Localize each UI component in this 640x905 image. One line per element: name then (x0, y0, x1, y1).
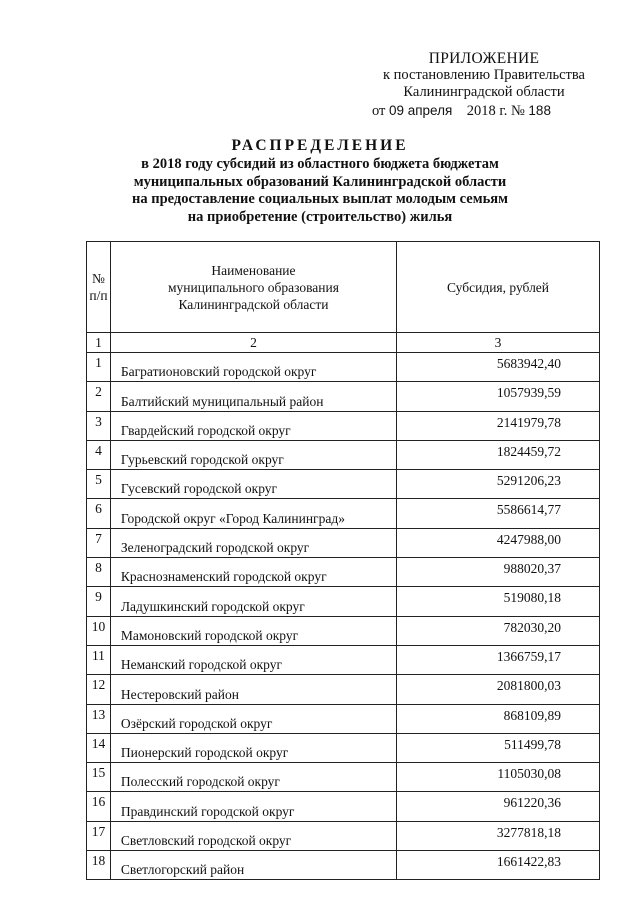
row-amount: 1057939,59 (397, 382, 600, 411)
row-number: 5 (87, 470, 111, 499)
row-amount: 5683942,40 (397, 353, 600, 382)
date-year: 2018 (466, 103, 496, 119)
row-amount: 5586614,77 (397, 499, 600, 528)
row-municipality: Зеленоградский городской округ (110, 528, 396, 557)
row-number: 6 (87, 499, 111, 528)
row-municipality: Мамоновский городской округ (110, 616, 396, 645)
row-number: 9 (87, 587, 111, 616)
column-number-1: 1 (87, 333, 111, 353)
row-municipality: Багратионовский городской округ (110, 353, 396, 382)
appendix-block (364, 50, 604, 120)
title-line-3: на предоставление социальных выплат молодым семьям (131, 191, 509, 208)
header-name-line-3: Калининградской области (178, 296, 329, 312)
row-municipality: Полесский городской округ (110, 763, 396, 792)
row-municipality: Краснознаменский городской округ (110, 558, 396, 587)
row-number: 13 (87, 704, 111, 733)
header-number-pp: п/п (89, 288, 108, 303)
row-amount: 961220,36 (397, 792, 600, 821)
row-amount: 2141979,78 (397, 411, 600, 440)
row-amount: 988020,37 (397, 558, 600, 587)
date-prefix: от (372, 103, 386, 119)
number-sign: № (510, 103, 525, 119)
row-amount: 782030,20 (397, 616, 600, 645)
row-amount: 1105030,08 (397, 763, 600, 792)
row-number: 2 (87, 382, 111, 411)
table-row (87, 704, 600, 733)
header-name-line-1: Наименование (211, 262, 296, 278)
row-municipality: Гурьевский городской округ (110, 440, 396, 469)
table-row (87, 587, 600, 616)
header-number (87, 242, 111, 333)
row-municipality: Балтийский муниципальный район (110, 382, 396, 411)
row-municipality: Пионерский городской округ (110, 733, 396, 762)
appendix-line-2: Калининградской области (403, 84, 565, 100)
table-row (87, 353, 600, 382)
row-number: 11 (87, 645, 111, 674)
row-number: 4 (87, 440, 111, 469)
table-row (87, 821, 600, 850)
row-number: 7 (87, 528, 111, 557)
date-month: апреля (407, 103, 453, 118)
row-amount: 2081800,03 (397, 675, 600, 704)
header-subsidy: Субсидия, рублей (397, 242, 600, 333)
column-number-3: 3 (397, 333, 600, 353)
row-municipality: Нестеровский район (110, 675, 396, 704)
row-number: 16 (87, 792, 111, 821)
row-number: 15 (87, 763, 111, 792)
table-row (87, 558, 600, 587)
title-line-4: на приобретение (строительство) жилья (187, 208, 453, 225)
row-number: 17 (87, 821, 111, 850)
document-title (85, 137, 555, 226)
date-year-suffix: г. (499, 103, 508, 119)
column-number-2: 2 (110, 333, 396, 353)
row-number: 18 (87, 851, 111, 880)
date-day: 09 (389, 103, 405, 118)
row-amount: 1661422,83 (397, 851, 600, 880)
table-row (87, 616, 600, 645)
table-header-row (87, 242, 600, 333)
row-amount: 1824459,72 (397, 440, 600, 469)
row-number: 14 (87, 733, 111, 762)
table-row (87, 499, 600, 528)
row-municipality: Ладушкинский городской округ (110, 587, 396, 616)
row-number: 10 (87, 616, 111, 645)
column-number-row (87, 333, 600, 353)
appendix-title: ПРИЛОЖЕНИЕ (428, 50, 540, 67)
row-municipality: Городской округ «Город Калининград» (110, 499, 396, 528)
title-line-1: в 2018 году субсидий из областного бюджета бюджетам (141, 156, 499, 173)
table-row (87, 440, 600, 469)
row-amount: 1366759,17 (397, 645, 600, 674)
table-row (87, 733, 600, 762)
table-row (87, 411, 600, 440)
row-amount: 868109,89 (397, 704, 600, 733)
document-number: 188 (528, 103, 551, 118)
table-row (87, 382, 600, 411)
title-heading: РАСПРЕДЕЛЕНИЕ (231, 137, 409, 154)
row-amount: 5291206,23 (397, 470, 600, 499)
row-municipality: Правдинский городской округ (110, 792, 396, 821)
row-municipality: Неманский городской округ (110, 645, 396, 674)
row-amount: 4247988,00 (397, 528, 600, 557)
table-row (87, 675, 600, 704)
table-row (87, 470, 600, 499)
row-amount: 511499,78 (397, 733, 600, 762)
row-municipality: Гвардейский городской округ (110, 411, 396, 440)
row-amount: 3277818,18 (397, 821, 600, 850)
row-number: 1 (87, 353, 111, 382)
row-municipality: Озёрский городской округ (110, 704, 396, 733)
table-row (87, 851, 600, 880)
header-name (110, 242, 396, 333)
table-row (87, 763, 600, 792)
appendix-date-line (364, 102, 604, 120)
appendix-line-1: к постановлению Правительства (383, 67, 585, 83)
subsidy-table (86, 241, 600, 880)
title-line-2: муниципальных образований Калининградской области (133, 173, 507, 190)
table-row (87, 792, 600, 821)
row-number: 8 (87, 558, 111, 587)
header-name-line-2: муниципального образования (168, 279, 339, 295)
row-municipality: Гусевский городской округ (110, 470, 396, 499)
header-number-sign: № (92, 271, 105, 286)
row-municipality: Светлогорский район (110, 851, 396, 880)
row-number: 3 (87, 411, 111, 440)
table-row (87, 528, 600, 557)
row-number: 12 (87, 675, 111, 704)
row-municipality: Светловский городской округ (110, 821, 396, 850)
table-row (87, 645, 600, 674)
row-amount: 519080,18 (397, 587, 600, 616)
